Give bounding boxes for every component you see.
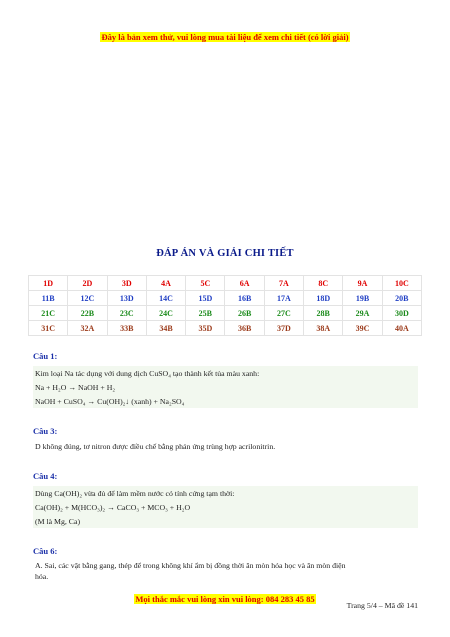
question-6-line-2: hóa. xyxy=(35,572,49,581)
answer-cell: 4A xyxy=(146,276,185,291)
question-4-line-3: (M là Mg, Ca) xyxy=(33,514,418,528)
question-1-line-2: Na + H₂O → NaOH + H₂ xyxy=(33,380,418,394)
answer-cell: 2D xyxy=(68,276,107,291)
answer-cell: 40A xyxy=(382,321,421,336)
answer-cell: 9A xyxy=(343,276,382,291)
page-number: Trang 5/4 – Mã đề 141 xyxy=(346,601,418,610)
answer-cell: 6A xyxy=(225,276,264,291)
answer-cell: 34B xyxy=(146,321,185,336)
answer-row xyxy=(29,291,422,306)
preview-notice xyxy=(0,27,450,45)
answer-cell: 12C xyxy=(68,291,107,306)
answer-cell: 23C xyxy=(107,306,146,321)
answer-cell: 15D xyxy=(186,291,225,306)
answer-cell: 29A xyxy=(343,306,382,321)
answer-cell: 13D xyxy=(107,291,146,306)
answer-cell: 27C xyxy=(264,306,303,321)
answer-cell: 38A xyxy=(304,321,343,336)
answer-cell: 39C xyxy=(343,321,382,336)
answer-cell: 26B xyxy=(225,306,264,321)
page-title: ĐÁP ÁN VÀ GIẢI CHI TIẾT xyxy=(156,248,294,259)
answer-cell: 28B xyxy=(304,306,343,321)
answer-cell: 22B xyxy=(68,306,107,321)
answer-cell: 17A xyxy=(264,291,303,306)
answer-cell: 35D xyxy=(186,321,225,336)
answer-cell: 8C xyxy=(304,276,343,291)
contact-note-text: Mọi thắc mắc vui lòng xin vui lòng: 084 283 45 85 xyxy=(135,594,315,604)
answer-cell: 30D xyxy=(382,306,421,321)
answer-cell: 18D xyxy=(304,291,343,306)
answer-cell: 31C xyxy=(29,321,68,336)
question-1 xyxy=(33,351,418,408)
answer-cell: 37D xyxy=(264,321,303,336)
answer-row xyxy=(29,306,422,321)
answer-cell: 3D xyxy=(107,276,146,291)
answer-cell: 33B xyxy=(107,321,146,336)
question-4-line-2: Ca(OH)₂ + M(HCO₃)₂ → CaCO₃ + MCO₃ + H₂O xyxy=(33,500,418,514)
question-6-title: Câu 6: xyxy=(33,546,58,556)
question-3-line-1: D không đúng, tơ nitron được điều chế bằng phản ứng trùng hợp acrilonitrin. xyxy=(35,442,276,451)
answer-cell: 10C xyxy=(382,276,421,291)
question-1-title: Câu 1: xyxy=(33,351,58,361)
answer-cell: 20B xyxy=(382,291,421,306)
question-3 xyxy=(33,426,418,452)
question-4 xyxy=(33,471,418,528)
question-1-line-1: Kim loại Na tác dụng với dung dịch CuSO₄ tạo thành kết tủa màu xanh: xyxy=(33,366,418,380)
answer-cell: 14C xyxy=(146,291,185,306)
answer-cell: 32A xyxy=(68,321,107,336)
answer-cell: 7A xyxy=(264,276,303,291)
answer-cell: 16B xyxy=(225,291,264,306)
answer-cell: 19B xyxy=(343,291,382,306)
answer-cell: 1D xyxy=(29,276,68,291)
question-6 xyxy=(33,546,418,582)
answer-cell: 5C xyxy=(186,276,225,291)
question-1-line-3: NaOH + CuSO₄ → Cu(OH)₂↓ (xanh) + Na₂SO₄ xyxy=(33,394,418,408)
question-4-title: Câu 4: xyxy=(33,471,58,481)
question-6-line-1: A. Sai, các vật bằng gang, thép để trong không khí ẩm bị đồng thời ăn mòn hóa học và ăn mòn điện xyxy=(35,561,346,570)
answer-cell: 25B xyxy=(186,306,225,321)
answer-cell: 24C xyxy=(146,306,185,321)
question-3-title: Câu 3: xyxy=(33,426,58,436)
answer-row xyxy=(29,321,422,336)
answer-table xyxy=(28,275,422,336)
answer-cell: 11B xyxy=(29,291,68,306)
answer-cell: 21C xyxy=(29,306,68,321)
question-4-line-1: Dùng Ca(OH)₂ vừa đủ để làm mềm nước có tính cứng tạm thời: xyxy=(33,486,418,500)
answer-cell: 36B xyxy=(225,321,264,336)
answer-row xyxy=(29,276,422,291)
preview-notice-text: Đây là bản xem thử, vui lòng mua tài liệu để xem chi tiết (có lời giải) xyxy=(101,32,349,42)
